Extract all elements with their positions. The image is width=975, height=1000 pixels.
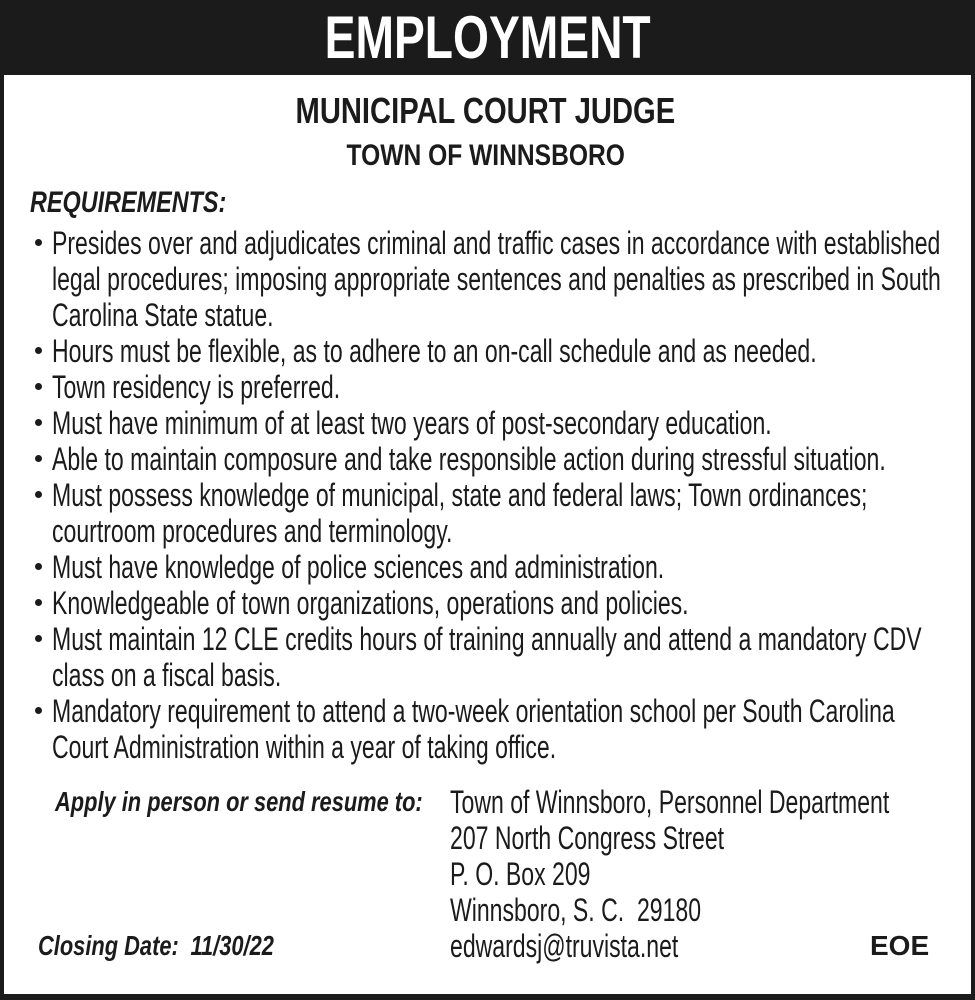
section-header-bar [0, 0, 975, 75]
requirement-item [30, 477, 941, 549]
address-line: 207 North Congress Street [450, 820, 725, 856]
requirement-text: Hours must be flexible, as to adhere to an on-call schedule and as needed. [52, 333, 817, 369]
bullet-icon [35, 383, 42, 390]
address-line: edwardsj@truvista.net [450, 928, 679, 964]
mailing-address-block [450, 784, 890, 964]
closing-date-line [38, 928, 475, 964]
address-line: Town of Winnsboro, Personnel Department [450, 784, 890, 820]
bullet-icon [35, 239, 42, 246]
requirement-text: Must possess knowledge of municipal, state and federal laws; Town ordinances; courtroom procedures and terminology. [52, 477, 868, 549]
address-line: P. O. Box 209 [450, 856, 591, 892]
job-title: MUNICIPAL COURT JUDGE [295, 90, 676, 131]
bullet-icon [35, 635, 42, 642]
eoe-label: EOE [870, 930, 930, 961]
requirement-item [30, 333, 941, 369]
bullet-icon [35, 563, 42, 570]
bullet-icon [35, 347, 42, 354]
requirement-text: Presides over and adjudicates criminal and traffic cases in accordance with established legal procedures; imposing appropriate sentences and penalties as prescribed in South Carolina State statue. [52, 225, 941, 333]
closing-date-label: Closing Date: [38, 930, 179, 961]
requirements-heading: REQUIREMENTS: [30, 186, 227, 219]
requirement-item [30, 585, 941, 621]
requirement-text: Must have minimum of at least two years of post-secondary education. [52, 405, 772, 441]
requirement-text: Must maintain 12 CLE credits hours of training annually and attend a mandatory CDV class on a fiscal basis. [52, 621, 922, 693]
requirement-text: Mandatory requirement to attend a two-week orientation school per South Carolina Court Administration within a year of taking office. [52, 693, 895, 765]
section-title: EMPLOYMENT [324, 3, 651, 71]
requirement-item [30, 549, 941, 585]
bullet-icon [35, 419, 42, 426]
requirement-item [30, 225, 941, 333]
ad-box [0, 75, 975, 1000]
bullet-icon [35, 599, 42, 606]
requirement-item [30, 405, 941, 441]
employer-name: TOWN OF WINNSBORO [346, 139, 625, 172]
requirement-item [30, 693, 941, 765]
requirement-item [30, 369, 941, 405]
apply-instructions-label: Apply in person or send resume to: [55, 786, 423, 817]
requirement-item [30, 621, 941, 693]
requirement-item [30, 441, 941, 477]
closing-date-value: 11/30/22 [190, 930, 274, 961]
address-line: Winnsboro, S. C. 29180 [450, 892, 702, 928]
bullet-icon [35, 707, 42, 714]
requirement-text: Knowledgeable of town organizations, operations and policies. [52, 585, 689, 621]
requirements-list [30, 225, 941, 765]
requirement-text: Able to maintain composure and take responsible action during stressful situation. [52, 441, 886, 477]
apply-section [30, 784, 941, 964]
requirement-text: Town residency is preferred. [52, 369, 341, 405]
requirement-text: Must have knowledge of police sciences and administration. [52, 549, 665, 585]
bullet-icon [35, 455, 42, 462]
bullet-icon [35, 491, 42, 498]
